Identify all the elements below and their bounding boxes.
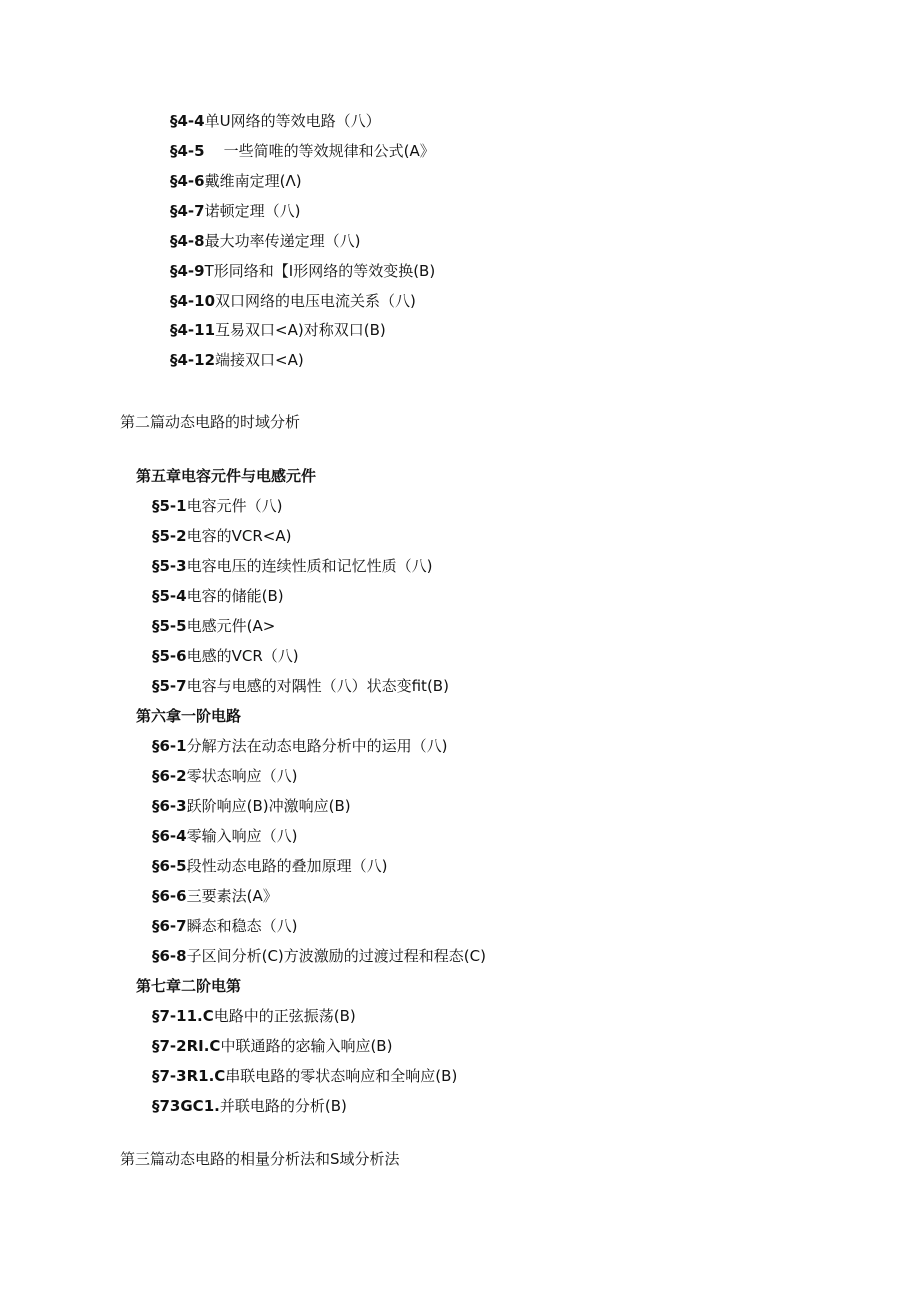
section-number: §5-3: [152, 557, 187, 575]
section-title: 三要素法(A》: [186, 887, 278, 905]
section-title: 串联电路的零状态响应和全响应(B): [225, 1067, 458, 1085]
part-title: 第三篇动态电路的相量分析法和S域分析法: [120, 1150, 400, 1168]
toc-entry: [170, 202, 300, 220]
section-number: §5-2: [152, 527, 187, 545]
section-number: §4-12: [170, 351, 216, 369]
section-number: §5-1: [152, 497, 187, 515]
section-number: §7-2RI.C: [152, 1037, 221, 1055]
toc-entry: [152, 587, 284, 605]
section-number: §5-4: [152, 587, 187, 605]
section-title: 一些简唯的等效规律和公式(A》: [204, 142, 435, 160]
toc-entry: [152, 857, 387, 875]
section-title: 互易双口<A)对称双口(B): [215, 321, 386, 339]
section-title: 分解方法在动态电路分析中的运用（八): [186, 737, 448, 755]
section-number: §4-11: [170, 321, 216, 339]
toc-entry: [170, 292, 416, 310]
section-number: §7-3R1.C: [152, 1067, 226, 1085]
section-title: 电容的储能(B): [186, 587, 284, 605]
toc-entry: [152, 1097, 347, 1115]
section-title: 戴维南定理(Λ): [204, 172, 302, 190]
section-title: 段性动态电路的叠加原理（八): [186, 857, 388, 875]
chapter-title: 第六拿一阶电路: [136, 707, 242, 725]
section-title: 零状态响应（八): [186, 767, 298, 785]
section-title: 并联电路的分析(B): [219, 1097, 347, 1115]
section-title: 电路中的正弦振荡(B): [213, 1007, 356, 1025]
section-number: §6-2: [152, 767, 187, 785]
section-title: 中联通路的宓输入响应(B): [220, 1037, 393, 1055]
section-number: §6-5: [152, 857, 187, 875]
toc-entry: [152, 1007, 356, 1025]
section-number: §6-7: [152, 917, 187, 935]
toc-entry: [152, 677, 449, 695]
toc-entry: [152, 737, 447, 755]
toc-entry: [152, 917, 297, 935]
section-title: 零输入响应（八): [186, 827, 298, 845]
toc-entry: [170, 351, 304, 369]
toc-entry: [170, 321, 386, 339]
toc-entry: [152, 947, 486, 965]
section-number: §4-8: [170, 232, 205, 250]
section-number: §73GC1.: [152, 1097, 220, 1115]
toc-entry: [170, 172, 302, 190]
toc-entry: [170, 142, 435, 160]
chapter-title: 第七章二阶电第: [136, 977, 242, 995]
section-title: 电容元件（八): [186, 497, 283, 515]
section-title: T形同络和【I形网络的等效变换(B): [204, 262, 436, 280]
section-title: 电容电压的连续性质和记忆性质（八): [186, 557, 433, 575]
section-number: §5-5: [152, 617, 187, 635]
section-title: 最大功率传递定理（八): [204, 232, 361, 250]
toc-entry: [170, 112, 381, 130]
section-title: 电容与电感的对隅性（八）状态变fit(B): [186, 677, 449, 695]
section-title: 电感元件(A>: [186, 617, 276, 635]
part-title: 第二篇动态电路的时域分析: [120, 413, 301, 431]
toc-entry: [152, 887, 278, 905]
toc-entry: [152, 497, 282, 515]
section-title: 跃阶响应(B)冲激响应(B): [186, 797, 351, 815]
toc-entry: [152, 767, 297, 785]
chapter-title: 第五章电容元件与电感元件: [136, 467, 317, 485]
section-title: 子区间分析(C)方波激励的过渡过程和程态(C): [186, 947, 486, 965]
section-number: §6-3: [152, 797, 187, 815]
section-number: §6-1: [152, 737, 187, 755]
section-number: §5-7: [152, 677, 187, 695]
section-title: 诺顿定理（八): [204, 202, 301, 220]
toc-entry: [152, 1037, 392, 1055]
toc-entry: [152, 1067, 457, 1085]
section-number: §4-7: [170, 202, 205, 220]
toc-entry: [152, 527, 291, 545]
toc-entry: [152, 827, 297, 845]
section-number: §4-9: [170, 262, 205, 280]
toc-entry: [152, 557, 432, 575]
section-number: §4-5: [170, 142, 205, 160]
toc-entry: [152, 647, 299, 665]
section-number: §4-10: [170, 292, 216, 310]
section-title: 瞬态和稳态（八): [186, 917, 298, 935]
toc-entry: [152, 617, 275, 635]
section-title: 端接双口<A): [215, 351, 304, 369]
section-title: 单U网络的等效电路（八）: [204, 112, 381, 130]
section-number: §6-8: [152, 947, 187, 965]
section-title: 电感的VCR（八): [186, 647, 299, 665]
section-number: §6-6: [152, 887, 187, 905]
section-title: 电容的VCR<A): [186, 527, 292, 545]
section-number: §7-11.C: [152, 1007, 214, 1025]
toc-entry: [152, 797, 351, 815]
section-number: §6-4: [152, 827, 187, 845]
section-number: §4-4: [170, 112, 205, 130]
section-title: 双口网络的电压电流关系（八): [215, 292, 416, 310]
section-number: §4-6: [170, 172, 205, 190]
section-number: §5-6: [152, 647, 187, 665]
toc-entry: [170, 262, 435, 280]
toc-entry: [170, 232, 360, 250]
